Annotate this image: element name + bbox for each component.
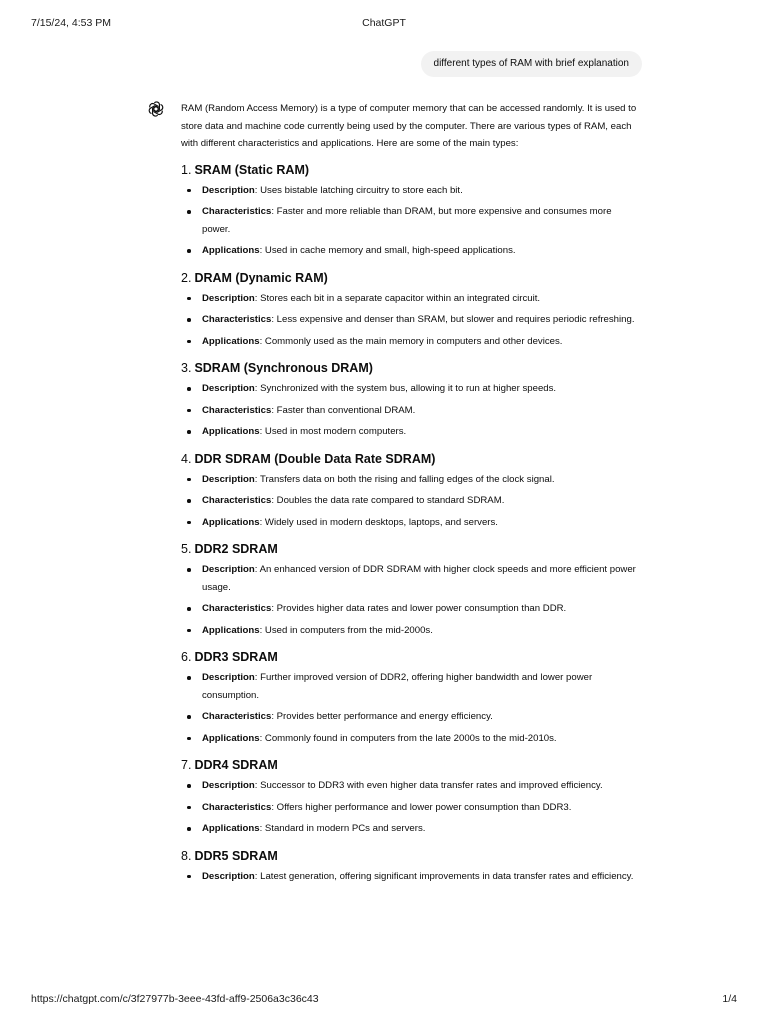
list-item <box>181 669 641 704</box>
list-item <box>181 311 641 329</box>
item-label: Description <box>202 564 255 575</box>
section-bullet-list <box>181 777 641 838</box>
item-label: Applications <box>202 516 260 528</box>
item-text: : Transfers data on both the rising and falling edges of the clock signal. <box>254 473 555 485</box>
item-label: Applications <box>202 335 260 347</box>
section-bullet-list <box>181 471 641 532</box>
item-text: : Used in cache memory and small, high-speed applications. <box>259 245 516 256</box>
item-label: Characteristics <box>202 711 272 722</box>
list-item <box>181 777 641 795</box>
section-bullet-list <box>181 561 641 639</box>
item-text: : Less expensive and denser than SRAM, but slower and requires periodic refreshing. <box>271 314 635 325</box>
item-label: Description <box>202 292 255 304</box>
section-heading <box>181 450 641 468</box>
item-label: Description <box>202 383 255 394</box>
section-number: 2. <box>181 270 192 285</box>
section-number: 1. <box>181 162 192 177</box>
list-item <box>181 290 641 308</box>
section-name: DDR2 SDRAM <box>194 542 278 556</box>
item-label: Applications <box>202 732 260 744</box>
item-label: Description <box>202 672 255 683</box>
item-text: : Stores each bit in a separate capacitor within an integrated circuit. <box>254 292 541 304</box>
section-name: DDR3 SDRAM <box>194 650 278 664</box>
section-name: SDRAM (Synchronous DRAM) <box>194 361 373 375</box>
list-item <box>181 402 641 420</box>
page-title: ChatGPT <box>362 17 406 29</box>
section-heading <box>181 269 641 287</box>
section-name: SRAM (Static RAM) <box>194 162 310 177</box>
section-heading <box>181 847 641 865</box>
item-text: : Doubles the data rate compared to standard SDRAM. <box>271 495 505 506</box>
section-number: 5. <box>181 542 192 556</box>
item-text: : Faster than conventional DRAM. <box>271 404 416 416</box>
ram-types-list <box>181 161 641 886</box>
openai-logo-icon <box>147 100 165 118</box>
item-text: : Used in computers from the mid-2000s. <box>259 624 433 636</box>
item-label: Description <box>202 780 255 791</box>
item-label: Description <box>202 870 255 882</box>
list-item <box>181 820 641 838</box>
list-item <box>181 182 641 200</box>
item-label: Characteristics <box>202 404 272 416</box>
list-item <box>181 730 641 748</box>
list-item <box>181 242 641 260</box>
list-item <box>181 799 641 817</box>
section-number: 6. <box>181 650 192 664</box>
user-message-bubble: different types of RAM with brief explanation <box>421 51 642 77</box>
item-label: Applications <box>202 624 260 636</box>
item-label: Description <box>202 184 255 196</box>
item-label: Characteristics <box>202 206 272 217</box>
list-item <box>181 423 641 441</box>
item-label: Characteristics <box>202 801 272 813</box>
item-label: Applications <box>202 426 260 437</box>
item-text: : Faster and more reliable than DRAM, but more expensive and consumes more power. <box>202 206 612 235</box>
item-text: : Further improved version of DDR2, offering higher bandwidth and lower power consumption. <box>202 672 593 701</box>
section-bullet-list <box>181 868 641 886</box>
item-text: : Latest generation, offering significant improvements in data transfer rates and efficiency. <box>254 870 634 882</box>
assistant-intro: RAM (Random Access Memory) is a type of computer memory that can be accessed randomly. It is used to store data and machine code currently being used by the computer. There are various types of RAM, each with different characteristics and applications. Here are some of the main types: <box>181 103 637 149</box>
print-header <box>31 17 737 31</box>
list-item <box>181 380 641 398</box>
list-item <box>181 561 641 596</box>
item-text: : Uses bistable latching circuitry to store each bit. <box>254 184 463 196</box>
item-text: : Widely used in modern desktops, laptops, and servers. <box>259 516 498 528</box>
section-heading <box>181 540 641 558</box>
print-footer <box>31 993 737 1007</box>
section-heading <box>181 648 641 666</box>
section-heading <box>181 359 641 377</box>
section-name: DDR5 SDRAM <box>194 848 278 863</box>
section-name: DDR SDRAM (Double Data Rate SDRAM) <box>194 451 436 466</box>
item-label: Applications <box>202 823 260 834</box>
section-bullet-list <box>181 182 641 260</box>
list-item <box>181 471 641 489</box>
section-number: 7. <box>181 758 192 772</box>
print-datetime: 7/15/24, 4:53 PM <box>31 17 111 29</box>
list-item <box>181 514 641 532</box>
list-item <box>181 622 641 640</box>
item-label: Characteristics <box>202 603 272 614</box>
list-item <box>181 600 641 618</box>
item-text: : Provides better performance and energy efficiency. <box>271 711 493 722</box>
section-number: 3. <box>181 361 192 375</box>
item-text: : Offers higher performance and lower power consumption than DDR3. <box>271 801 572 813</box>
section-number: 4. <box>181 451 192 466</box>
item-text: : Successor to DDR3 with even higher data transfer rates and improved efficiency. <box>254 780 603 791</box>
section-bullet-list <box>181 380 641 441</box>
item-label: Characteristics <box>202 495 272 506</box>
list-item <box>181 708 641 726</box>
section-number: 8. <box>181 848 192 863</box>
item-text: : Standard in modern PCs and servers. <box>259 823 426 834</box>
list-item <box>181 868 641 886</box>
item-text: : Used in most modern computers. <box>259 426 407 437</box>
item-text: : Commonly found in computers from the late 2000s to the mid-2010s. <box>259 732 557 744</box>
item-text: : Synchronized with the system bus, allowing it to run at higher speeds. <box>254 383 557 394</box>
section-name: DDR4 SDRAM <box>194 758 278 772</box>
section-name: DRAM (Dynamic RAM) <box>194 270 328 285</box>
page-url: https://chatgpt.com/c/3f27977b-3eee-43fd-aff9-2506a3c36c43 <box>31 993 319 1005</box>
item-label: Characteristics <box>202 314 272 325</box>
item-label: Applications <box>202 245 260 256</box>
item-label: Description <box>202 473 255 485</box>
item-text: : An enhanced version of DDR SDRAM with higher clock speeds and more efficient power usage. <box>202 564 636 593</box>
list-item <box>181 203 641 238</box>
page-number: 1/4 <box>722 993 737 1005</box>
section-heading <box>181 161 641 179</box>
section-bullet-list <box>181 290 641 351</box>
section-heading <box>181 756 641 774</box>
item-text: : Provides higher data rates and lower power consumption than DDR. <box>271 603 567 614</box>
item-text: : Commonly used as the main memory in computers and other devices. <box>259 335 563 347</box>
section-bullet-list <box>181 669 641 747</box>
list-item <box>181 333 641 351</box>
assistant-message <box>181 100 641 894</box>
list-item <box>181 492 641 510</box>
